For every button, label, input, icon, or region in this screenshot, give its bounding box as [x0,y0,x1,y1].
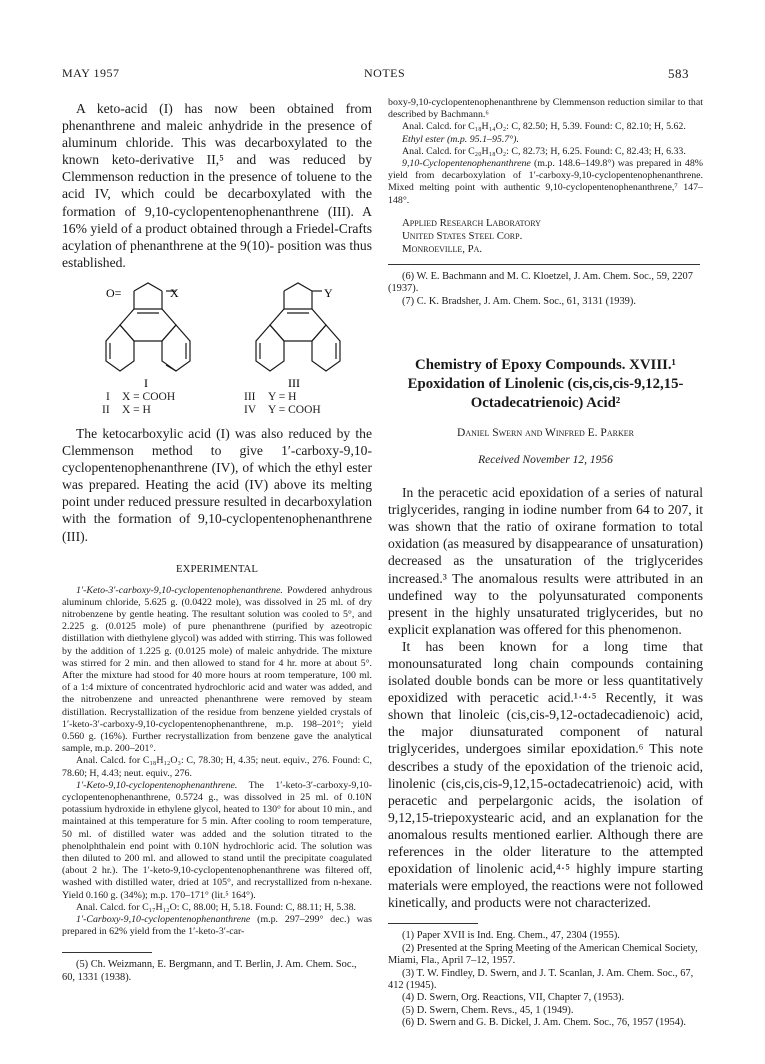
substituent-y-label: Y [324,285,333,300]
keto-acid-title: 1′-Keto-3′-carboxy-9,10-cyclopentenophenanthrene. [76,584,283,596]
article-title-block [388,356,703,413]
keto-derivative-procedure: The 1′-keto-3′-carboxy-9,10-cyclopentenophenanthrene, 0.5724 g., was dissolved in 25 ml. of 0.10N potassium hydroxide in ethylene glycol, heated to 130° for about 10 min., and maintained at this temperature for 5 min. After cooling to room temperature, 50 ml. of distilled water was added and the solution titrated to the phenolphthalein end point with 0.10N hydrochloric acid. The solution was then diluted to 200 ml. and allowed to stand until the precipitate coagulated (about 2 hr.). The 1′-keto-9,10-cyclopentenophenanthrene was filtered off, washed with distilled water, dried at 105°, and recrystallized from n-hexane. Yield 0.160 g. (34%); m.p. 170–171° (lit.⁵ 164°). [62,779,372,901]
structure-I-label: I [144,375,148,389]
structure-III-label: III [288,375,300,389]
carboxy-analysis: Anal. Calcd. for C₁₈H₁₄O₂: C, 82.50; H, 5.39. Found: C, 82.10; H, 5.62. [402,121,686,133]
affiliation-company: United States Steel Corp. [402,229,523,242]
epoxy-intro-paragraph: In the peracetic acid epoxidation of a series of natural triglycerides, ranging in iodine number from 64 to 207, it was shown that the ratio of oxirane formation to total oxidation (as measured by disappearance of unsaturation) decreased as the unsaturation of the triglycerides increased.³ The anomalous results were attributed in an undefined way to the polyunsaturated components present in the highly unsaturated triglycerides, but no explicit explanation was offered for this phenomenon. [388,485,703,637]
running-header-date: MAY 1957 [62,66,120,80]
legend-compound-IV: IV [244,403,257,416]
legend-compound-II: II [102,403,110,416]
keto-derivative-title: 1′-Keto-9,10-cyclopentenophenanthrene. [76,779,238,791]
footnote-5: (5) Ch. Weizmann, E. Bergmann, and T. Berlin, J. Am. Chem. Soc., 60, 1331 (1938). [62,959,357,983]
legend-compound-IV-substituent: Y = COOH [268,403,321,416]
keto-acid-analysis: Anal. Calcd. for C₁₈H₁₂O₃: C, 78.30; H, 4.35; neut. equiv., 276. Found: C, 78.60; H, 4.43; neut. equiv., 276. [62,755,372,779]
footnote-6-swern-dickel: (6) D. Swern and G. B. Dickel, J. Am. Chem. Soc., 76, 1957 (1954). [402,1017,686,1029]
page-number: 583 [668,66,689,81]
experimental-keto-derivative [62,780,372,902]
affiliation-block [402,217,703,256]
running-header-section: NOTES [364,66,406,80]
experimental-carboxy [62,914,372,938]
cyclopenteno-procedure: (m.p. 148.6–149.8°) was prepared in 48% yield from decarboxylation of 1′-carboxy-9,10-cyclopentenophenanthrene. Mixed melting point with authentic 9,10-cyclopentenophenanthrene,⁷ 147–148°. [388,158,703,206]
carbonyl-label: O= [106,285,122,300]
footnote-3: (3) T. W. Findley, D. Swern, and J. T. Scanlan, J. Am. Chem. Soc., 67, 412 (1945). [388,967,694,992]
footnote-6-bachmann: (6) W. E. Bachmann and M. C. Kloetzel, J. Am. Chem. Soc., 59, 2207 (1937). [388,270,693,295]
footnote-5-swern: (5) D. Swern, Chem. Revs., 45, 1 (1949). [402,1004,574,1016]
article-title-line-1: Chemistry of Epoxy Compounds. XVIII.¹ [415,357,676,374]
footnote-2: (2) Presented at the Spring Meeting of the American Chemical Society, Miami, Fla., April 7–12, 1957. [388,942,698,967]
legend-compound-I-substituent: X = COOH [122,390,176,403]
carboxy-title: 1′-Carboxy-9,10-cyclopentenophenanthrene [76,914,251,926]
legend-compound-I: I [106,390,110,403]
affiliation-location: Monroeville, Pa. [402,242,483,255]
footnote-divider [62,952,152,953]
structure-legend [62,391,372,421]
legend-compound-III: III [244,390,256,403]
footnote-4: (4) D. Swern, Org. Reactions, VII, Chapter 7, (1953). [402,992,625,1004]
cyclopenteno-title: 9,10-Cyclopentenophenanthrene [402,158,531,170]
affiliation-lab: Applied Research Laboratory [402,216,541,229]
legend-compound-II-substituent: X = H [122,403,151,416]
carboxy-continuation: boxy-9,10-cyclopentenophenanthrene by Clemmenson reduction similar to that described by Bachmann.⁶ [388,97,703,121]
article-title-line-3: Octadecatrienoic) Acid² [470,395,621,412]
keto-derivative-analysis: Anal. Calcd. for C₁₇H₁₂O: C, 88.00; H, 5.18. Found: C, 88.11; H, 5.38. [76,901,357,913]
article-title-line-2: Epoxidation of Linolenic (cis,cis,cis-9,12,15- [407,376,684,393]
footnote-divider-bottom [388,923,478,924]
left-column [62,100,372,984]
article-authors: Daniel Swern and Winfred E. Parker [457,427,634,440]
experimental-cyclopenteno [388,158,703,207]
chemical-structures-figure [62,277,372,389]
experimental-heading: EXPERIMENTAL [176,562,258,575]
ketocarboxylic-paragraph: The ketocarboxylic acid (I) was also reduced by the Clemmenson method to give 1′-carboxy-9,10-cyclopentenophenanthrene (IV), of which the ethyl ester was prepared. Heating the acid (IV) above its melting point under reduced pressure resulted in decarboxylation with the formation of 9,10-cyclopentenophenanthrene (III). [62,425,372,544]
carboxy-procedure: (m.p. 297–299° dec.) was prepared in 62% yield from the 1′-keto-3′-car- [62,914,372,938]
legend-compound-III-substituent: Y = H [268,390,297,403]
footnote-7-bradsher: (7) C. K. Bradsher, J. Am. Chem. Soc., 61, 3131 (1939). [402,295,636,307]
footnote-1: (1) Paper XVII is Ind. Eng. Chem., 47, 2304 (1955). [402,930,620,942]
received-date: Received November 12, 1956 [478,454,613,467]
keto-acid-procedure: Powdered anhydrous aluminum chloride, 5.625 g. (0.0422 mole), was dissolved in 25 ml. of dry nitrobenzene by gentle heating. The resultant solution was cooled to 5°, and 2.225 g. (0.0125 mole) of pure phenanthrene (purified by azeotropic distillation with diethylene glycol) was added with stirring. This was followed by the addition of 1.225 g. (0.0125 mole) of maleic anhydride. The mixture was stirred for 2 min. and then allowed to stand for 4 hr. more at about 5°. After the mixture had stood for 40 more hours at room temperature, 100 ml. of a 1:4 mixture of concentrated hydrochloric acid and water was added, and the nitrobenzene and unreacted phenanthrene were removed by steam distillation. Recrystallization of the residue from benzene yielded crystals of 1′-keto-3′-carboxy-9,10-cyclopentenophenanthrene, m.p. 198–201°; yield 0.560 g. (16%). Further recrystallization from benzene gave the analytical sample, m.p. 200–201°. [62,584,372,755]
epoxy-second-paragraph: It has been known for a long time that monounsaturated long chain compounds containing isolated double bonds can be more or less quantitatively epoxidized with peracetic acid.¹·⁴·⁵ Recently, it was shown that linoleic (cis,cis-9,12-octadecadienoic) acid, the major diunsaturated component of natural triglycerides, undergoes similar epoxidation.⁶ This note describes a study of the epoxidation of the trienoic acid, linolenic (cis,cis,cis-9,12,15-octadecatrienoic) acid, with peracetic and perpelargonic acids, the isolation of 9,12,15-triepoxystearic acid, and an explanation for the anomalous results mentioned earlier. Although there are references in the older literature to the attempted epoxidation of linolenic acid,⁴·⁵ highly impure starting materials were employed, the reactions were not followed kinetically, and products were not characterized. [388,638,703,911]
footnote-divider-top [388,264,700,265]
right-column [388,97,703,1030]
ethyl-ester-line: Ethyl ester (m.p. 95.1–95.7°). [402,133,519,145]
ethyl-ester-analysis: Anal. Calcd. for C₂₀H₁₈O₂: C, 82.73; H, 6.25. Found: C, 82.43; H, 6.33. [402,145,686,157]
substituent-x-label: X [170,285,179,300]
intro-paragraph: A keto-acid (I) has now been obtained from phenanthrene and maleic anhydride in the presence of aluminum chloride. This was decarboxylated to the known keto-derivative II,⁵ and was reduced by Clemmenson reduction in the presence of toluene to the acid IV, which could be decarboxylated with the formation of 9,10-cyclopentenophenanthrene (III). A 16% yield of a product obtained through a Friedel-Crafts acylation of phenanthrene at the 9(10)- position was thus established. [62,101,372,270]
experimental-keto-acid [62,585,372,756]
